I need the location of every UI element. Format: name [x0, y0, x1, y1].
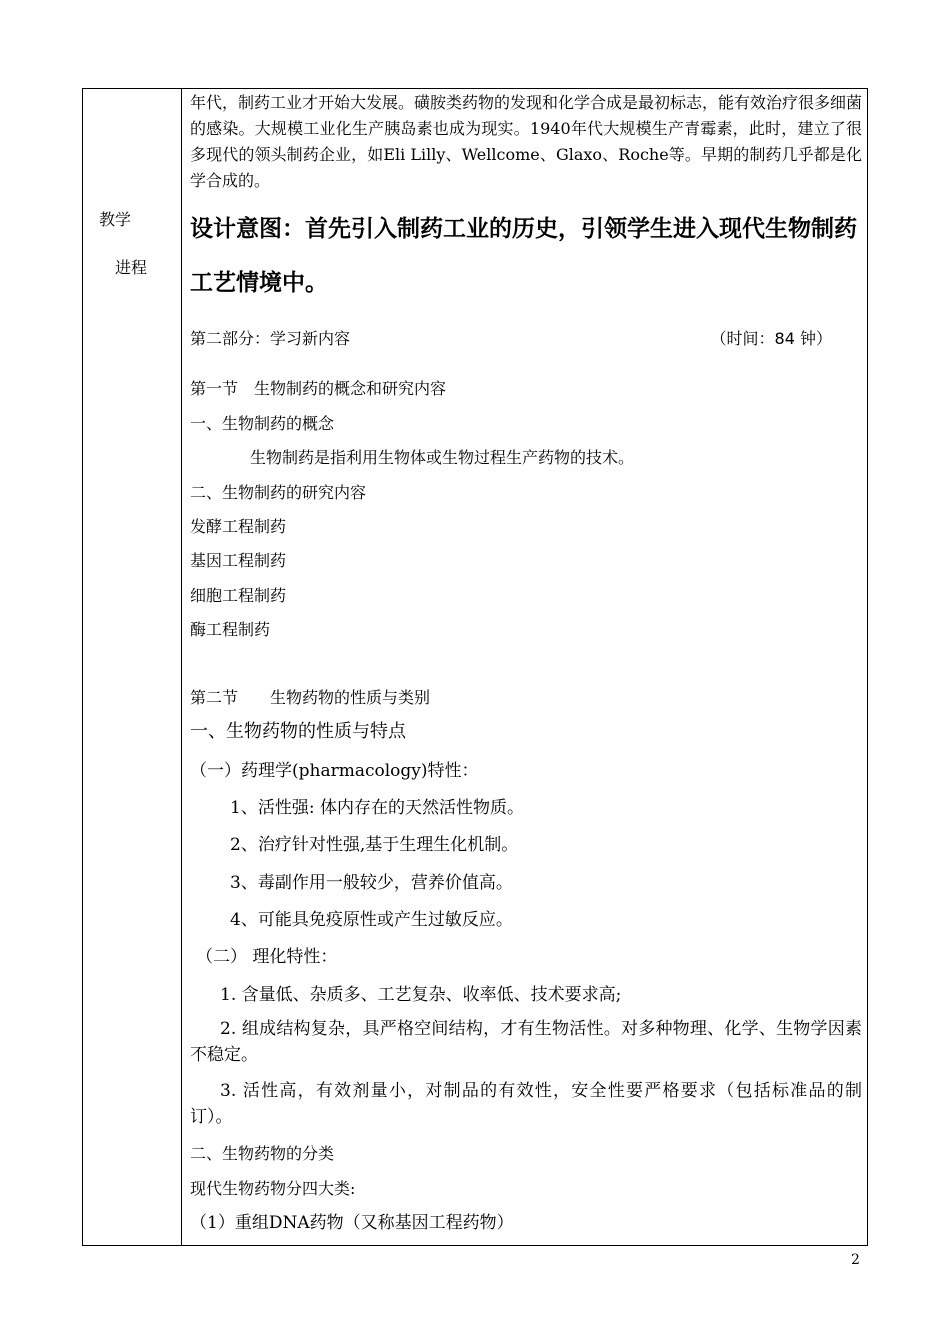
research-item: 酶工程制药 [190, 620, 271, 639]
part-two-heading [190, 326, 862, 349]
pharm-item: 2、治疗针对性强,基于生理生化机制。 [230, 835, 519, 855]
physchem-item: 2. 组成结构复杂，具严格空间结构，才有生物活性。对多种物理、化学、生物学因素不稳定。 [190, 1019, 862, 1065]
physchem-item: 3. 活性高，有效剂量小，对制品的有效性，安全性要严格要求（包括标准品的制订）。 [190, 1081, 862, 1127]
lesson-table [82, 88, 868, 1246]
concept-text: 生物制药是指利用生物体或生物过程生产药物的技术。 [250, 448, 635, 467]
left-label-teaching: 教学 [99, 210, 132, 229]
research-item: 细胞工程制药 [190, 586, 287, 605]
research-item: 发酵工程制药 [190, 517, 287, 536]
part-two-title: 第二部分：学习新内容 [190, 329, 351, 348]
pharm-item: 4、可能具免疫原性或产生过敏反应。 [230, 910, 513, 930]
research-heading: 二、生物制药的研究内容 [190, 483, 367, 502]
column-divider [181, 89, 182, 1245]
pharm-heading: （一）药理学(pharmacology)特性： [190, 761, 479, 781]
concept-heading: 一、生物制药的概念 [190, 414, 335, 433]
part-two-time: （时间：84 钟） [710, 329, 832, 348]
classification-intro: 现代生物药物分四大类: [190, 1179, 356, 1198]
physchem-heading: （二） 理化特性： [196, 947, 338, 967]
pharm-item: 1、活性强: 体内存在的天然活性物质。 [230, 798, 524, 818]
design-intent: 设计意图：首先引入制药工业的历史，引领学生进入现代生物制药工艺情境中。 [190, 216, 857, 296]
research-item: 基因工程制药 [190, 551, 287, 570]
page-number: 2 [851, 1252, 860, 1268]
section2-heading: 第二节 生物药物的性质与类别 [190, 688, 431, 707]
left-label-process: 进程 [115, 258, 148, 277]
physchem-item: 1. 含量低、杂质多、工艺复杂、收率低、技术要求高; [220, 985, 622, 1005]
classification-item: （1）重组DNA药物（又称基因工程药物） [190, 1213, 514, 1233]
pharm-item: 3、毒副作用一般较少，营养价值高。 [230, 873, 513, 893]
intro-paragraph: 年代，制药工业才开始大发展。磺胺类药物的发现和化学合成是最初标志，能有效治疗很多细菌的感染。大规模工业化生产胰岛素也成为现实。1940年代大规模生产青霉素，此时，建立了很多现代的领头制药企业，如Eli Lilly、Wellcome、Glaxo、Roche等。早期的制药几乎都是化学合成的。 [190, 93, 863, 190]
section1-heading: 第一节 生物制药的概念和研究内容 [190, 379, 447, 398]
properties-heading: 一、生物药物的性质与特点 [190, 721, 406, 742]
classification-heading: 二、生物药物的分类 [190, 1144, 335, 1163]
